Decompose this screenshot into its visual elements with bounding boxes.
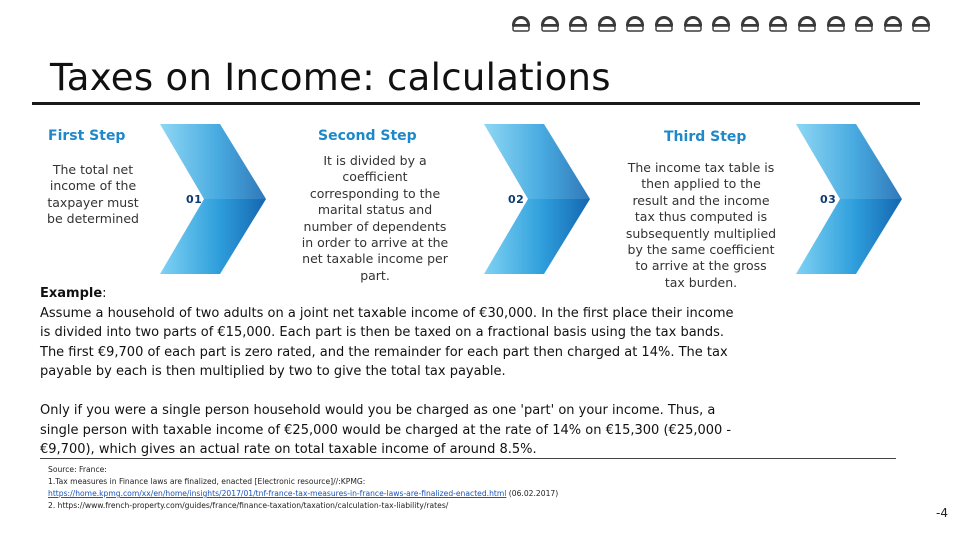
source-1-link[interactable]: https://home.kpmg.com/xx/en/home/insights/2017/01/tnf-france-tax-measures-in-france-laws-are-finalized-enacted.html <box>48 489 507 498</box>
page-title: Taxes on Income: calculations <box>50 56 611 99</box>
binder-ring-icon <box>853 13 875 35</box>
binder-ring-icon <box>882 13 904 35</box>
title-underline <box>32 102 920 105</box>
example-block <box>40 284 910 460</box>
binder-ring-icon <box>825 13 847 35</box>
binder-ring-icon <box>910 13 932 35</box>
binder-ring-icon <box>796 13 818 35</box>
example-label: Example <box>40 286 103 301</box>
step-1-chevron <box>160 124 268 274</box>
binder-ring-icon <box>624 13 646 35</box>
step-1-heading: First Step <box>48 128 126 144</box>
binder-ring-icon <box>653 13 675 35</box>
example-heading: Example: <box>40 286 107 301</box>
example-paragraph-2: Only if you were a single person household would you be charged as one 'part' on your income. Thus, a single person with taxable income of €25,000 would be charged at the rate of 14% on €15,300 (€25,000 - €9,700), which gives an actual rate on total taxable income of around 8.5%. <box>40 402 732 458</box>
sources-block <box>48 464 888 512</box>
source-1-text: 1.Tax measures in Finance laws are finalized, enacted [Electronic resource]//:KPMG: <box>48 477 366 486</box>
step-2-text: It is divided by a coefficient corresponding to the marital status and number of dependents in order to arrive at the net taxable income per part. <box>301 153 449 283</box>
step-3-number: 03 <box>820 193 837 206</box>
sources-heading: Source: France: <box>48 465 107 474</box>
binder-ring-icon <box>596 13 618 35</box>
step-1-number: 01 <box>186 193 203 206</box>
page-number: -4 <box>936 506 948 520</box>
step-2-number: 02 <box>508 193 525 206</box>
step-2-chevron <box>484 124 592 274</box>
binder-ring-icon <box>767 13 789 35</box>
step-3-chevron <box>796 124 904 274</box>
binder-ring-icon <box>539 13 561 35</box>
example-paragraph-1: Assume a household of two adults on a joint net taxable income of €30,000. In the first place their income is divided into two parts of €15,000. Each part is then be taxed on a fractional basis using the tax bands. The first €9,700 of each part is zero rated, and the remainder for each part then charged at 14%. The tax payable by each is then multiplied by two to give the total tax payable. <box>40 305 734 380</box>
binder-ring-icon <box>510 13 532 35</box>
binder-ring-icon <box>682 13 704 35</box>
source-2-text: 2. https://www.french-property.com/guides/france/finance-taxation/taxation/calculation-tax-liability/rates/ <box>48 501 449 510</box>
source-1-link-line: https://home.kpmg.com/xx/en/home/insights/2017/01/tnf-france-tax-measures-in-france-laws-are-finalized-enacted.html (06.02.2017) <box>48 489 559 498</box>
sources-divider <box>40 458 896 459</box>
binder-rings <box>510 13 930 37</box>
binder-ring-icon <box>739 13 761 35</box>
step-3-text: The income tax table is then applied to the result and the income tax thus computed is subsequently multiplied by the same coefficient to arrive at the gross tax burden. <box>625 160 777 290</box>
step-2-heading: Second Step <box>318 128 417 144</box>
binder-ring-icon <box>710 13 732 35</box>
binder-ring-icon <box>567 13 589 35</box>
step-1-text: The total net income of the taxpayer must be determined <box>47 162 139 227</box>
step-3-heading: Third Step <box>664 129 747 145</box>
